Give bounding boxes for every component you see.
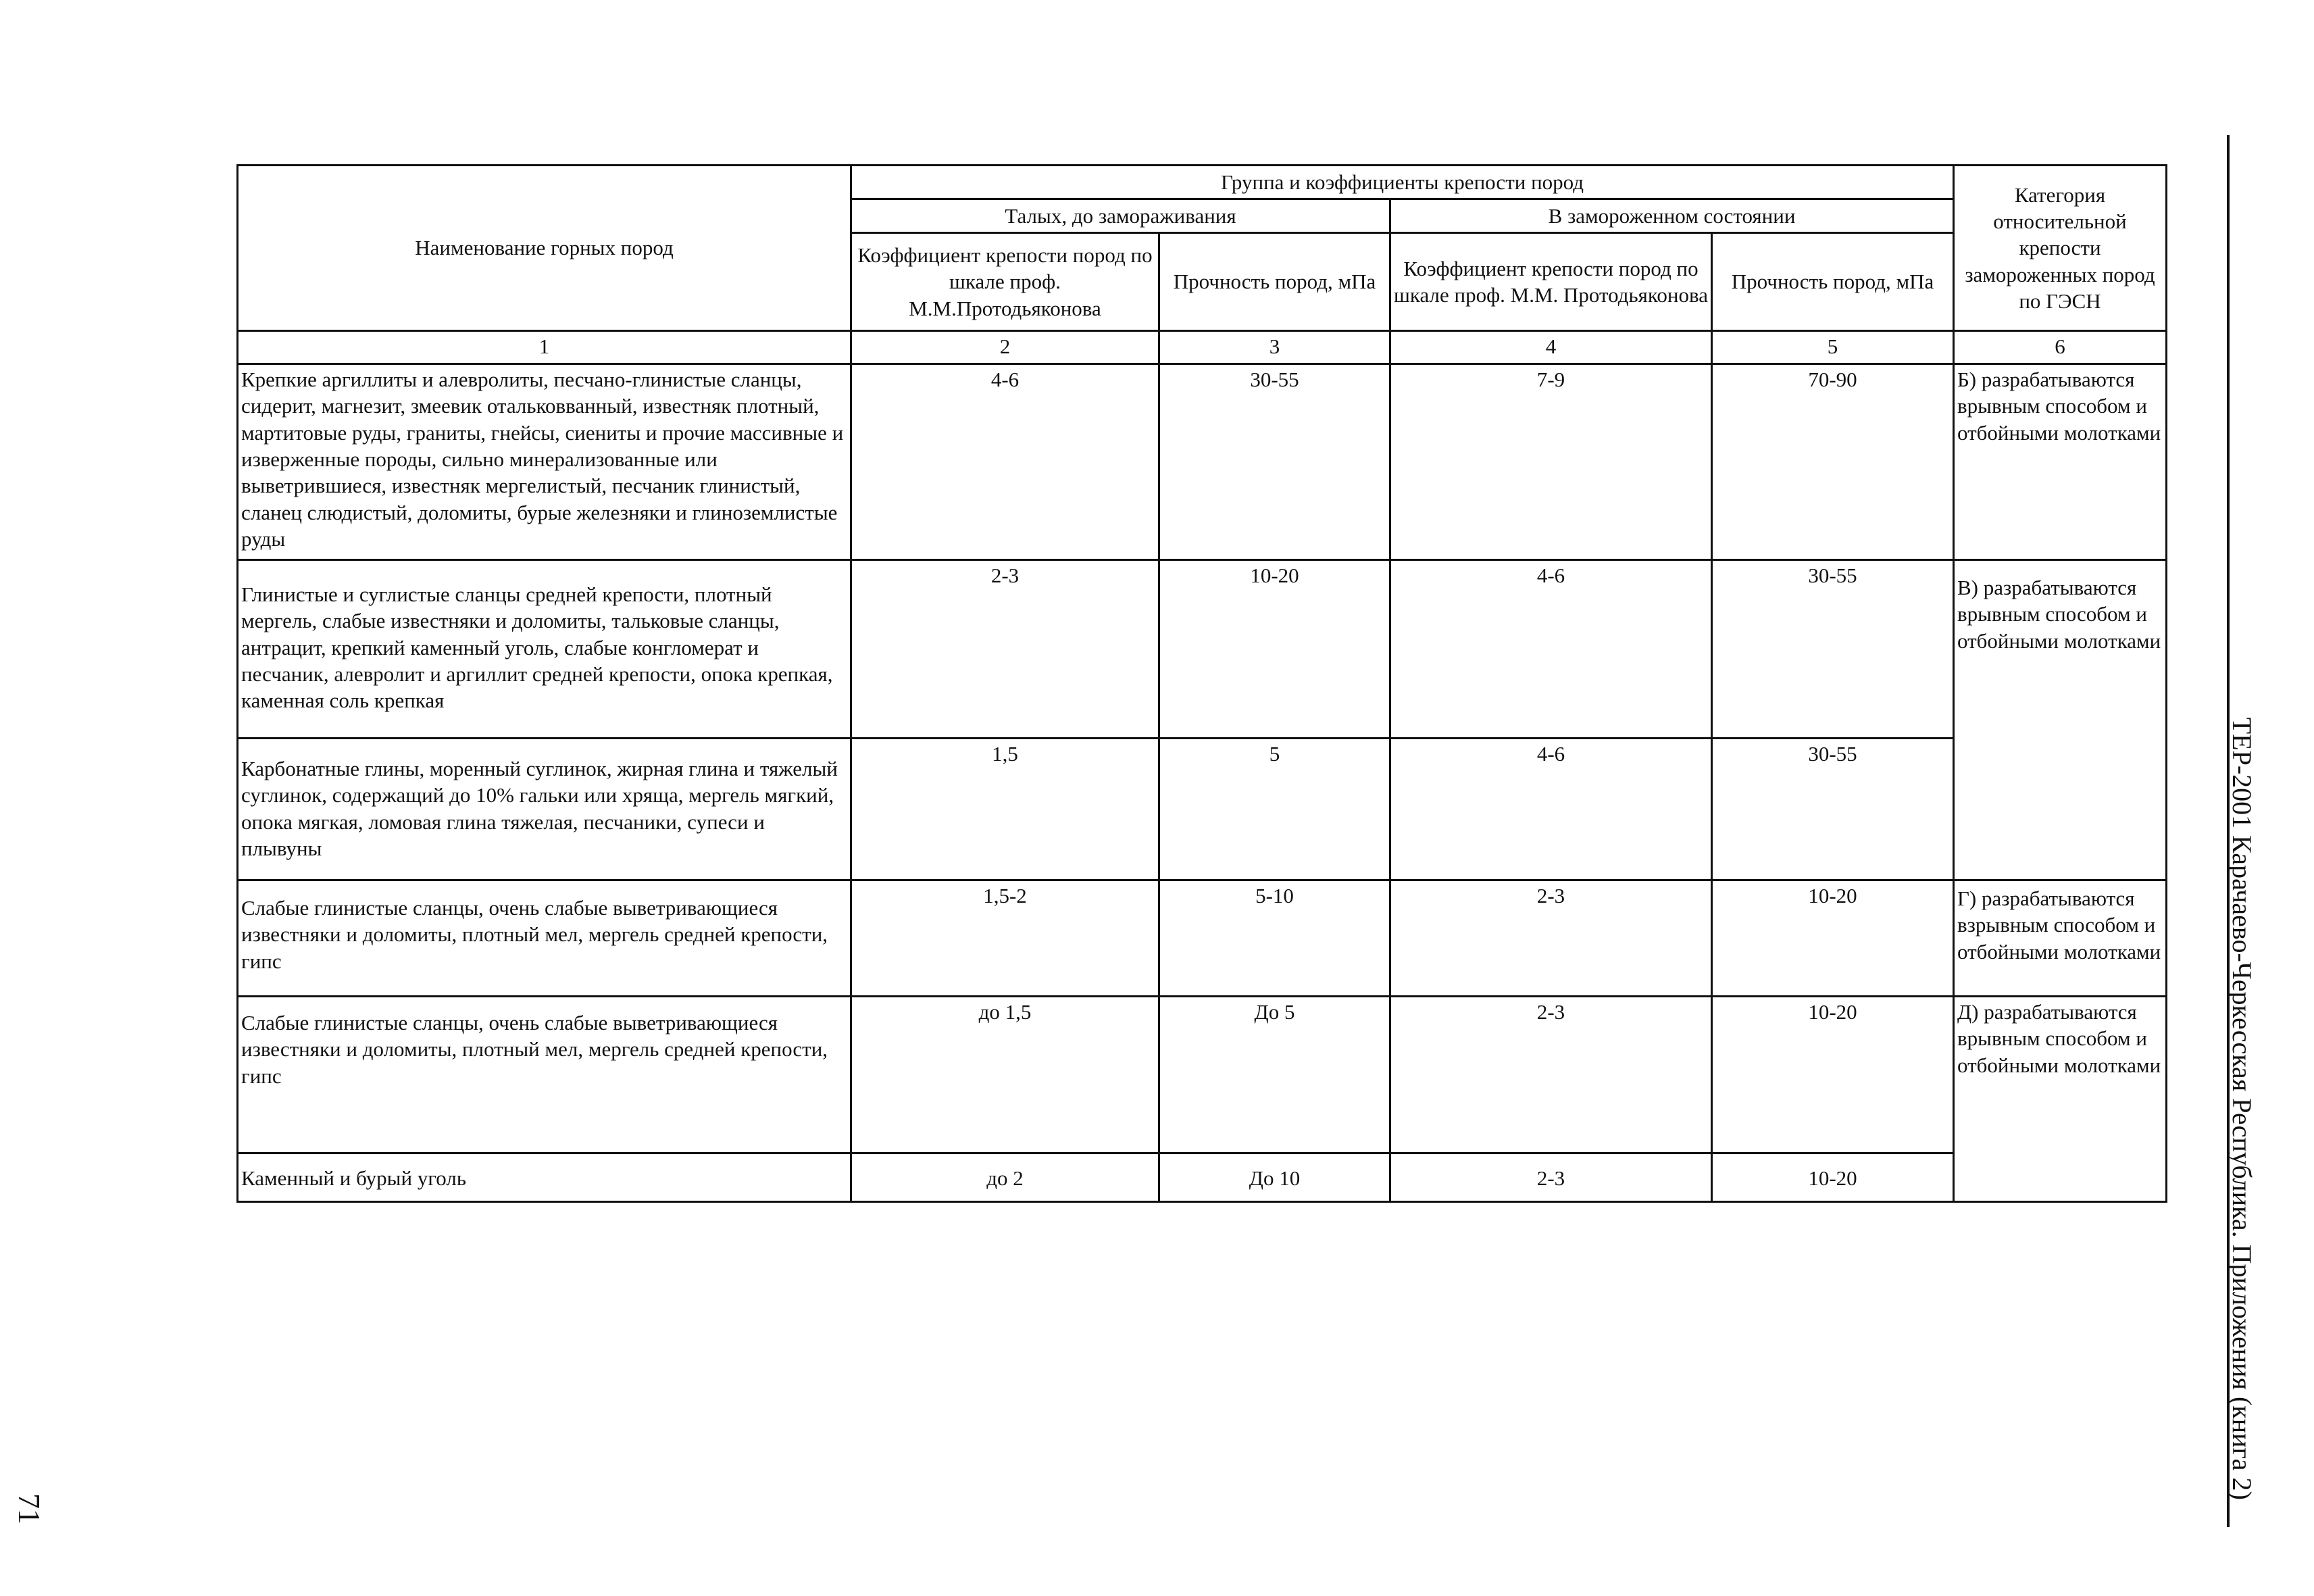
strength-frozen-cell: 10-20 [1712, 997, 1954, 1153]
header-category: Категория относительной крепости замороженных пород по ГЭСН [1954, 166, 2167, 331]
column-number: 6 [1954, 331, 2167, 364]
header-coef-frozen: Коэффициент крепости пород по шкале проф. М.М. Протодьяконова [1390, 233, 1712, 331]
table-row [238, 997, 2167, 1153]
rock-name-cell: Карбонатные глины, моренный суглинок, жирная глина и тяжелый суглинок, содержащий до 10% гальки или хряща, мергель мягкий, опока мягкая, ломовая глина тяжелая, песчаники, супеси и плывуны [238, 739, 851, 880]
category-cell: Г) разрабатываются взрывным способом и отбойными молотками [1954, 880, 2167, 997]
strength-thawed-cell: До 10 [1159, 1153, 1390, 1202]
header-strength-frozen: Прочность пород, мПа [1712, 233, 1954, 331]
coef-thawed-cell: до 1,5 [851, 997, 1159, 1153]
strength-thawed-cell: 5 [1159, 739, 1390, 880]
column-number-row [238, 331, 2167, 364]
table-row [238, 1153, 2167, 1202]
coef-frozen-cell: 4-6 [1390, 739, 1712, 880]
category-cell: Д) разрабатываются врывным способом и отбойными молотками [1954, 997, 2167, 1202]
rock-strength-table [236, 164, 2167, 1203]
table-row [238, 880, 2167, 997]
coef-thawed-cell: 2-3 [851, 560, 1159, 739]
coef-frozen-cell: 4-6 [1390, 560, 1712, 739]
column-number: 5 [1712, 331, 1954, 364]
coef-thawed-cell: 1,5-2 [851, 880, 1159, 997]
column-number: 4 [1390, 331, 1712, 364]
category-cell: В) разрабатываются врывным способом и отбойными молотками [1954, 560, 2167, 880]
coef-thawed-cell: 1,5 [851, 739, 1159, 880]
side-running-title [2227, 135, 2257, 1534]
rock-name-cell: Глинистые и суглистые сланцы средней крепости, плотный мергель, слабые известняки и доломиты, тальковые сланцы, антрацит, крепкий каменный уголь, слабые конгломерат и песчаник, алевролит и аргиллит средней крепости, опока крепкая, каменная соль крепкая [238, 560, 851, 739]
rock-name-cell: Слабые глинистые сланцы, очень слабые выветривающиеся известняки и доломиты, плотный мел, мергель средней крепости, гипс [238, 880, 851, 997]
coef-thawed-cell: до 2 [851, 1153, 1159, 1202]
table-row [238, 739, 2167, 880]
column-number: 2 [851, 331, 1159, 364]
running-title-text: ТЕР-2001 Карачаево-Черкесская Республика. Приложения (книга 2) [2227, 717, 2257, 1500]
rock-name-cell: Слабые глинистые сланцы, очень слабые выветривающиеся известняки и доломиты, плотный мел, мергель средней крепости, гипс [238, 997, 851, 1153]
coef-frozen-cell: 2-3 [1390, 880, 1712, 997]
rock-name-cell: Крепкие аргиллиты и алевролиты, песчано-глинистые сланцы, сидерит, магнезит, змеевик отальковванный, известняк плотный, мартитовые руды, граниты, гнейсы, сиениты и прочие массивные и изверженные породы, сильно минерализованные или выветрившиеся, известняк мергелистый, песчаник глинистый, сланец слюдистый, доломиты, бурые железняки и глиноземлистые руды [238, 364, 851, 560]
strength-thawed-cell: До 5 [1159, 997, 1390, 1153]
strength-thawed-cell: 5-10 [1159, 880, 1390, 997]
table-row [238, 364, 2167, 560]
header-rock-name: Наименование горных пород [238, 166, 851, 331]
header-coef-thawed: Коэффициент крепости пород по шкале проф. М.М.Протодьяконова [851, 233, 1159, 331]
strength-thawed-cell: 30-55 [1159, 364, 1390, 560]
column-number: 1 [238, 331, 851, 364]
table-row [238, 560, 2167, 739]
coef-frozen-cell: 2-3 [1390, 997, 1712, 1153]
strength-frozen-cell: 10-20 [1712, 880, 1954, 997]
strength-thawed-cell: 10-20 [1159, 560, 1390, 739]
strength-frozen-cell: 70-90 [1712, 364, 1954, 560]
header-group: Группа и коэффициенты крепости пород [851, 166, 1954, 199]
header-frozen: В замороженном состоянии [1390, 199, 1954, 233]
header-strength-thawed: Прочность пород, мПа [1159, 233, 1390, 331]
column-number: 3 [1159, 331, 1390, 364]
page-number: 71 [12, 1493, 47, 1524]
strength-frozen-cell: 30-55 [1712, 739, 1954, 880]
rock-name-cell: Каменный и бурый уголь [238, 1153, 851, 1202]
header-thawed: Талых, до замораживания [851, 199, 1390, 233]
category-cell: Б) разрабатываются врывным способом и отбойными молотками [1954, 364, 2167, 560]
strength-frozen-cell: 10-20 [1712, 1153, 1954, 1202]
coef-frozen-cell: 2-3 [1390, 1153, 1712, 1202]
strength-frozen-cell: 30-55 [1712, 560, 1954, 739]
coef-thawed-cell: 4-6 [851, 364, 1159, 560]
coef-frozen-cell: 7-9 [1390, 364, 1712, 560]
